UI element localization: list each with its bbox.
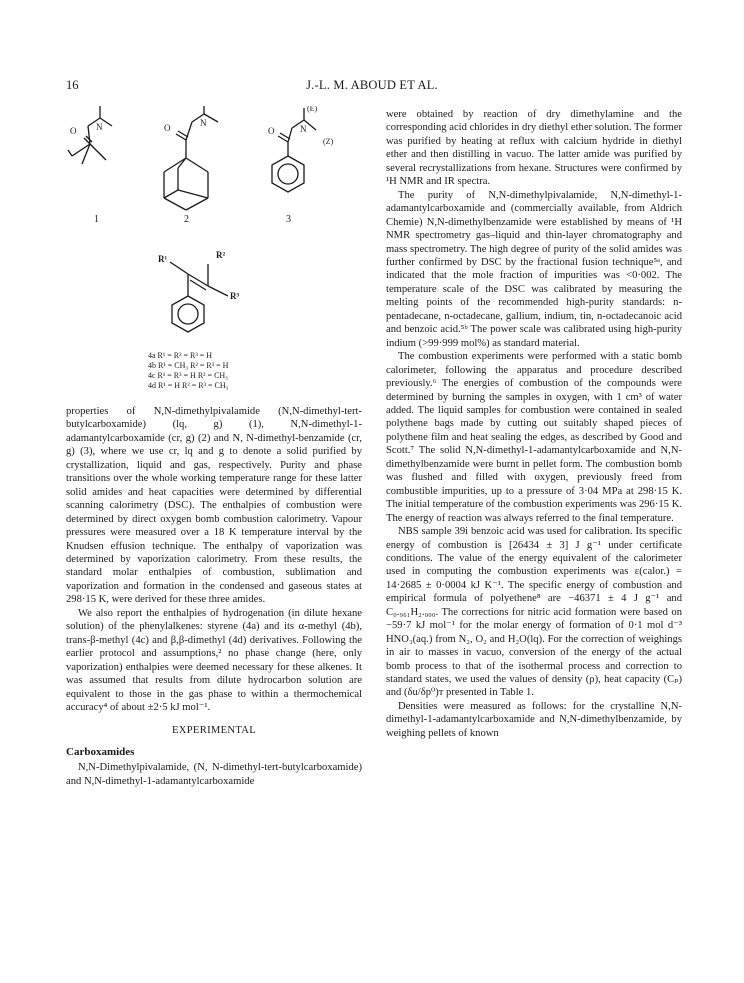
paragraph: properties of N,N-dimethylpivalamide (N,N-dimethyl-tert-butylcarboxamide) (lq, g) (1), N,N-dimethyl-1-adamantylcarboxamide (cr, g) (2) and N, N-dimethyl-benzamide (cr, g) (3), where we use cr, lq and g to denote a solid purified by crystallization, liquid and gas, respectively. Purity and phase transitions over the whole working temperature range for these latter solid amides and heat capacities were determined by differential scanning calorimetry (DSC). The enthalpies of combustion were determined by direct oxygen bomb combustion calorimetry. Vapour pressures were measured over a 18 K temperature interval by the Knudsen effusion technique. The enthalpy of vaporization was determined by vaporization calorimetry. From these results, the standard molar enthalpies of combustion, sublimation and vaporization and formation in the condensed and gaseous states at 298·15 K, were derived for these three amides. [66, 406, 362, 606]
paragraph: We also report the enthalpies of hydrogenation (in dilute hexane solution) of the phenylalkenes: styrene (4a) and its α-methyl (4b), trans-β-methyl (4c) and β,β-dimethyl (4d) derivatives. Following the earlier protocol and assumptions,² no phase change (here, only vaporization) enthalpies were deemed necessary for these alkenes. It was assumed that results from dilute hydrocarbon solution are equivalent to those in the gas phase to within a thermochemical accuracy⁴ of about ±2·5 kJ mol⁻¹. [66, 607, 362, 713]
paragraph: NBS sample 39i benzoic acid was used for calibration. Its specific energy of combustion is [26434 ± 3] J g⁻¹ under certificate conditions. The value of the energy equivalent of the calorimeter used in computing the combustion experiments was ε(calor.) = 14·2685 ± 0·0004 kJ K⁻¹. The specific energy of combustion and empirical formula of polyethene⁸ are −46371 ± 4 J g⁻¹ and C₀.₉₆₁H₂.₀₀₀. The corrections for nitric acid formation were based on −59·7 kJ mol⁻¹ for the molar energy of formation of 0·1 mol d⁻³ HNO₃(aq.) from N₂, O₂ and H₂O(lq). For the correction of weighings in air to masses in vacuo, conversion of the energy of the actual bomb process to that of the isothermal process and correction to standard states, we used the values of density (ρ), heat capacity (Cₚ) and (δu/δp⁰)ᴛ presented in Table 1. [386, 526, 682, 699]
label-O-2: O [164, 123, 171, 133]
legend-4a: 4a R¹ = R² = R³ = H [148, 351, 213, 360]
label-N-2: N [200, 118, 207, 128]
running-header [0, 78, 744, 96]
label-Z: (Z) [323, 137, 334, 146]
compound-label-2: 2 [184, 214, 189, 225]
right-column [386, 108, 682, 740]
label-R1: R¹ [158, 254, 168, 264]
label-N-1: N [96, 122, 103, 132]
structure-2 [164, 106, 218, 210]
legend-4b: 4b R¹ = CH₃ R² = R³ = H [148, 361, 229, 370]
compound-label-3: 3 [286, 214, 291, 225]
label-R2: R² [216, 250, 226, 260]
compound-label-1: 1 [94, 214, 99, 225]
left-column [66, 405, 362, 788]
running-title: J.-L. M. ABOUD ET AL. [306, 78, 438, 92]
chemical-structures-figure [60, 106, 360, 406]
paragraph: were obtained by reaction of dry dimethylamine and the corresponding acid chlorides in dry diethyl ether solution. The former was purified by heating at reflux with calcium hydride in diethyl ether and then distilling in vacuo. The latter amide was purified by several recrystallizations from hexane. Structures were confirmed by ¹H NMR and IR spectra. [386, 109, 682, 188]
paragraph: The combustion experiments were performed with a static bomb calorimeter, following the apparatus and procedure described previously.⁶ The energies of combustion of the compounds were determined by burning the samples in oxygen, with 1 cm³ of water added. The liquid samples for combustion were contained in sealed polythene bags made by cutting out suitably shaped pieces of polythene film and heat sealing the edges, as described by Good and Scott.⁷ The solid N,N-dimethyl-1-adamantylcarboxamide and N,N-dimethylbenzamide were burnt in pellet form. The combustion bomb was flushed and filled with oxygen, previously freed from combustible impurities, up to a pressure of 3·04 MPa at 298·15 K. The initial temperature of the combustion experiments was 296·15 K. The energy of reaction was always referred to the final temperature. [386, 351, 682, 524]
legend-4d: 4d R¹ = H R² = R³ = CH₃ [148, 381, 229, 390]
label-O-3: O [268, 126, 275, 136]
label-O-1: O [70, 126, 77, 136]
legend-4c: 4c R¹ = R³ = H R² = CH₃ [148, 371, 228, 380]
page-number: 16 [66, 78, 79, 92]
label-N-3: N [300, 124, 307, 134]
structure-3 [272, 108, 316, 192]
paragraph: The purity of N,N-dimethylpivalamide, N,N-dimethyl-1-adamantylcarboxamide and (commercially available, from Aldrich Chemie) N,N-dimethylbenzamide were established by means of ¹H NMR spectrometry gas–liquid and thin-layer chromatography and mass spectrometry. The high degree of purity of the solid amides was further confirmed by DSC by the fractional fusion technique⁵ᵃ, and indicated that the mole fraction of impurities was <0·002. The temperature scale of the DSC was calibrated by measuring the melting points of the recommended high-purity standards: n-pentadecane, n-octadecane, gallium, indium, tin, n-octadecanoic acid and benzoic acid.⁵ᵇ The power scale was calibrated using high-purity indium (>99·999 mol%) as standard material. [386, 189, 682, 349]
label-E: (E) [307, 106, 318, 113]
subsection-heading: Carboxamides [66, 745, 135, 758]
section-heading: EXPERIMENTAL [172, 725, 256, 737]
paragraph: N,N-Dimethylpivalamide, (N, N-dimethyl-tert-butylcarboxamide) and N,N-dimethyl-1-adamantylcarboxamide [66, 762, 362, 787]
paragraph: Densities were measured as follows: for the crystalline N,N-dimethyl-1-adamantylcarboxamide and N,N-dimethylbenzamide, by weighing pellets of known [386, 700, 682, 739]
label-R3: R³ [230, 291, 240, 301]
structure-4 [170, 262, 228, 332]
